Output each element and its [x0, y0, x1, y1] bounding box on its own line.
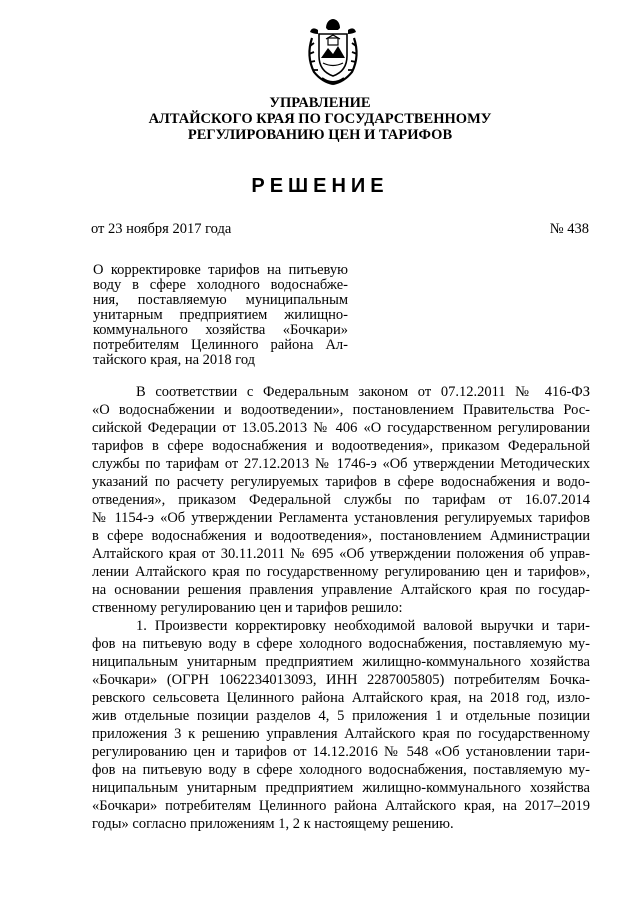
body-line: фов на питьевую воду в сфере холодного водоснабжения, поставляемую му- — [92, 636, 590, 652]
document-number: № 438 — [549, 221, 589, 237]
body-line: «О водоснабжении и водоотведении», постановлением Правительства Рос- — [92, 402, 590, 418]
body-line: фов на питьевую воду в сфере холодного водоснабжения, поставляемую му- — [92, 762, 590, 778]
document-date: от 23 ноября 2017 года — [91, 221, 232, 237]
body-line: отведения», приказом Федеральной службы по тарифам от 16.07.2014 — [92, 492, 590, 508]
body-line: тарифов в сфере водоснабжения и водоотведения», приказом Федеральной — [92, 438, 590, 454]
agency-name-line-3: РЕГУЛИРОВАНИЮ ЦЕН И ТАРИФОВ — [187, 127, 453, 143]
body-line: приложения 3 к решению управления Алтайского края по государственному — [92, 726, 590, 742]
altai-krai-coat-of-arms-icon — [304, 16, 362, 86]
body-line: ревского сельсовета Целинного района Алтайского края, на 2018 год, изло- — [92, 690, 590, 706]
agency-name-line-2: АЛТАЙСКОГО КРАЯ ПО ГОСУДАРСТВЕННОМУ — [148, 111, 492, 127]
body-line: лении Алтайского края по государственному регулированию цен и тарифов», — [92, 564, 590, 580]
body-line: «Бочкари» (ОГРН 1062234013093, ИНН 2287005805) потребителям Бочка- — [92, 672, 590, 688]
body-line: ниципальным унитарным предприятием жилищно-коммунального хозяйства — [92, 654, 590, 670]
body-line: «Бочкари» потребителям Целинного района Алтайского края, на 2017–2019 — [92, 798, 590, 814]
agency-name-line-1: УПРАВЛЕНИЕ — [269, 95, 371, 111]
subject-line: тайского края, на 2018 год — [93, 352, 256, 368]
document-type-title: РЕШЕНИЕ — [251, 175, 389, 197]
body-line: В соответствии с Федеральным законом от 07.12.2011 № 416-ФЗ — [136, 384, 590, 400]
subject-line: потребителям Целинного района Ал- — [93, 337, 348, 353]
body-line: № 1154-э «Об утверждении Регламента установления регулируемых тарифов — [92, 510, 590, 526]
subject-line: коммунального хозяйства «Бочкари» — [93, 322, 348, 338]
body-line: 1. Произвести корректировку необходимой валовой выручки и тари- — [136, 618, 590, 634]
body-line: ниципальным унитарным предприятием жилищно-коммунального хозяйства — [92, 780, 590, 796]
body-line: в сфере водоснабжения и водоотведения», постановлением Администрации — [92, 528, 590, 544]
subject-line: унитарным предприятием жилищно- — [93, 307, 348, 323]
subject-line: воду в сфере холодного водоснабже- — [93, 277, 348, 293]
body-line: на основании решения правления управление Алтайского края по государ- — [92, 582, 590, 598]
body-line: жив отдельные позиции разделов 4, 5 приложения 1 и отдельные позиции — [92, 708, 590, 724]
body-line: Алтайского края от 30.11.2011 № 695 «Об утверждении положения об управ- — [92, 546, 590, 562]
body-line: указаний по расчету регулируемых тарифов в сфере водоснабжения и водо- — [92, 474, 590, 490]
subject-line: О корректировке тарифов на питьевую — [93, 262, 348, 278]
body-line: ственному регулированию цен и тарифов решило: — [92, 600, 403, 616]
body-line: сийской Федерации от 13.05.2013 № 406 «О государственном регулировании — [92, 420, 590, 436]
body-line: службы по тарифам от 27.12.2013 № 1746-э «Об утверждении Методических — [92, 456, 590, 472]
subject-line: ния, поставляемую муниципальным — [93, 292, 348, 308]
body-line: регулированию цен и тарифов от 14.12.2016 № 548 «Об установлении тари- — [92, 744, 590, 760]
body-line: годы» согласно приложениям 1, 2 к настоящему решению. — [92, 816, 454, 832]
